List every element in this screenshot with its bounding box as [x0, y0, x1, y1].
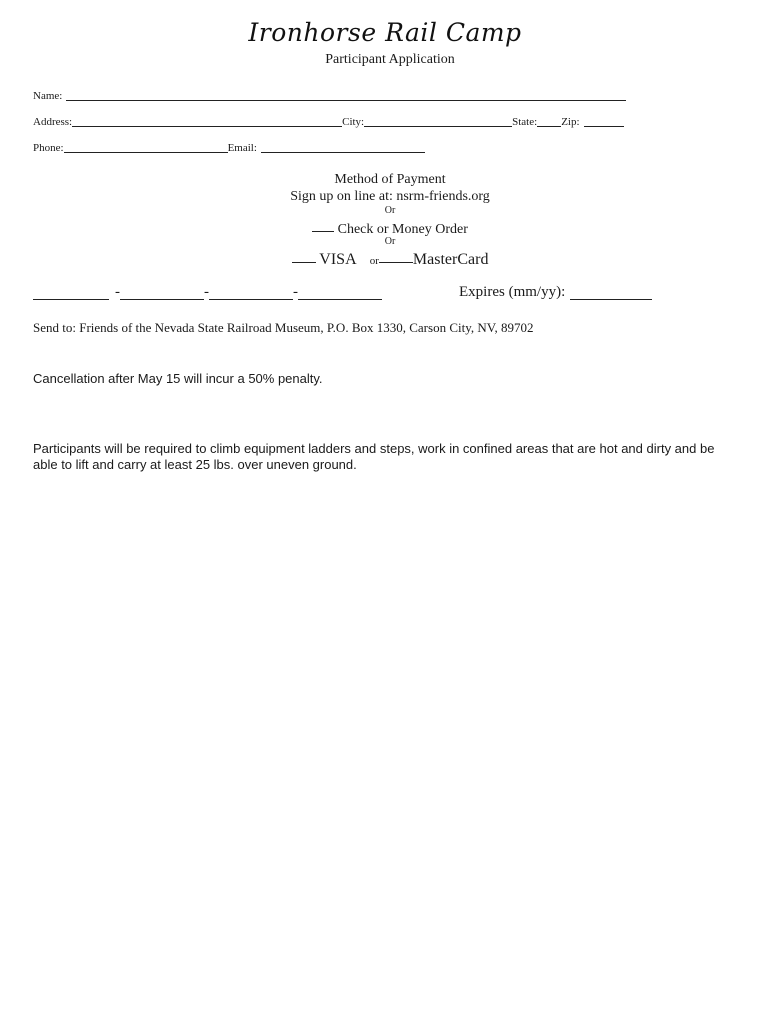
phone-field[interactable] [64, 142, 228, 153]
card-dash-1: - [115, 284, 120, 300]
cards-or-label: or [369, 255, 379, 267]
card-number-part-4[interactable] [298, 285, 382, 300]
check-label: Check or Money Order [337, 222, 468, 237]
expires-field[interactable] [570, 285, 652, 300]
send-to-address: Send to: Friends of the Nevada State Railroad Museum, P.O. Box 1330, Carson City, NV, 89702 [33, 320, 534, 335]
email-label: Email: [227, 142, 257, 154]
name-label: Name: [33, 90, 63, 102]
zip-label: Zip: [561, 116, 580, 128]
city-field[interactable] [364, 116, 512, 127]
state-label: State: [512, 116, 538, 128]
address-label: Address: [33, 116, 73, 128]
payment-online: Sign up on line at: nsrm-friends.org [290, 189, 490, 204]
city-label: City: [342, 116, 365, 128]
check-checkbox[interactable] [312, 219, 334, 232]
cancellation-notice: Cancellation after May 15 will incur a 50% penalty. [33, 371, 323, 386]
name-row [33, 90, 626, 102]
name-field[interactable] [66, 90, 626, 101]
payment-or-1: Or [384, 205, 396, 216]
zip-field[interactable] [584, 116, 624, 127]
address-row [33, 116, 624, 128]
phone-label: Phone: [33, 142, 64, 154]
phone-row [33, 142, 425, 154]
visa-checkbox[interactable] [292, 248, 316, 263]
address-field[interactable] [72, 116, 342, 127]
form-title: Ironhorse Rail Camp [248, 18, 522, 47]
expires-row [459, 284, 652, 301]
state-field[interactable] [537, 116, 561, 127]
card-number-part-2[interactable] [120, 285, 204, 300]
card-number-part-3[interactable] [209, 285, 293, 300]
payment-heading: Method of Payment [334, 172, 446, 187]
payment-or-2: Or [384, 236, 396, 247]
expires-label: Expires (mm/yy): [459, 284, 566, 300]
card-number-row [33, 284, 382, 301]
card-number-part-1[interactable] [33, 285, 109, 300]
form-subtitle: Participant Application [325, 52, 455, 67]
mastercard-checkbox[interactable] [379, 248, 413, 263]
email-field[interactable] [261, 142, 425, 153]
card-dash-3: - [293, 284, 298, 300]
visa-label: VISA [319, 251, 356, 268]
card-dash-2: - [204, 284, 209, 300]
participant-requirements: Participants will be required to climb equipment ladders and steps, work in confined areas that are hot and dirty and be able to lift and carry at least 25 lbs. over uneven ground. [33, 441, 715, 472]
payment-cards-row [0, 248, 770, 269]
mastercard-label: MasterCard [412, 251, 489, 268]
